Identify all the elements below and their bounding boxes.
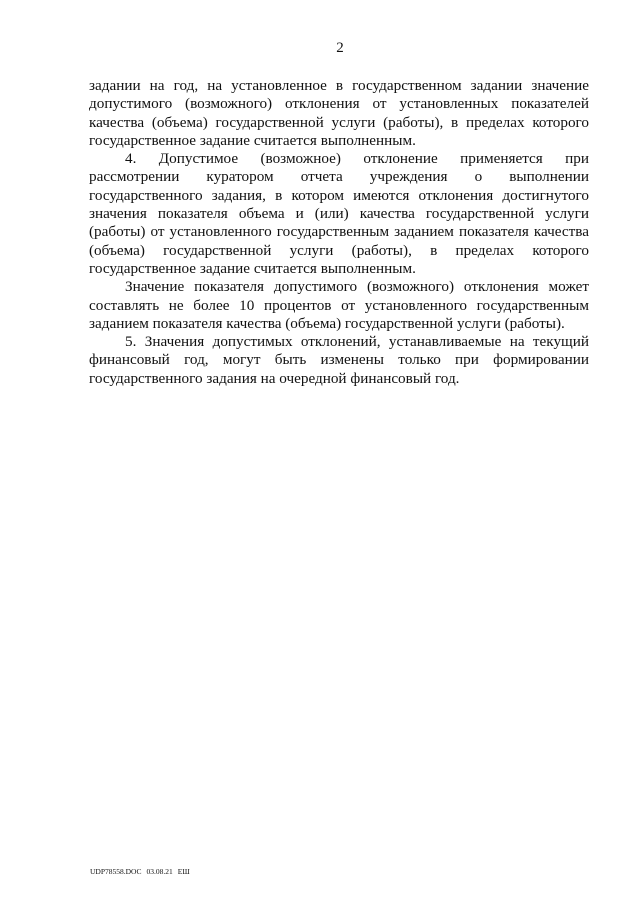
paragraph-item-4: 4. Допустимое (возможное) отклонение применяется при рассмотрении куратором отчета учреждения о выполнении государственного задания, в котором имеются отклонения достигнутого значения показателя объема и (или) качества государственной услуги (работы) от установленного государственным заданием показателя качества (объема) государственной услуги (работы), в пределах которого государственное задание считается выполненным. [89, 150, 589, 277]
paragraph-item-5: 5. Значения допустимых отклонений, устанавливаемые на текущий финансовый год, могут быть изменены только при формировании государственного задания на очередной финансовый год. [89, 333, 589, 387]
footer-initials: ЕШ [177, 867, 190, 876]
paragraph-continuation: задании на год, на установленное в государственном задании значение допустимого (возможного) отклонения от установленных показателей качества (объема) государственной услуги (работы), в пределах которого государственное задание считается выполненным. [89, 77, 589, 149]
page-number: 2 [336, 40, 344, 56]
footer-date: 03.08.21 [146, 867, 173, 876]
footer-document-id [90, 867, 190, 876]
footer-filename: UDP78558.DOC [90, 867, 142, 876]
document-body [89, 77, 589, 388]
paragraph-deviation-limit: Значение показателя допустимого (возможного) отклонения может составлять не более 10 процентов от установленного государственным заданием показателя качества (объема) государственной услуги (работы). [89, 278, 589, 332]
